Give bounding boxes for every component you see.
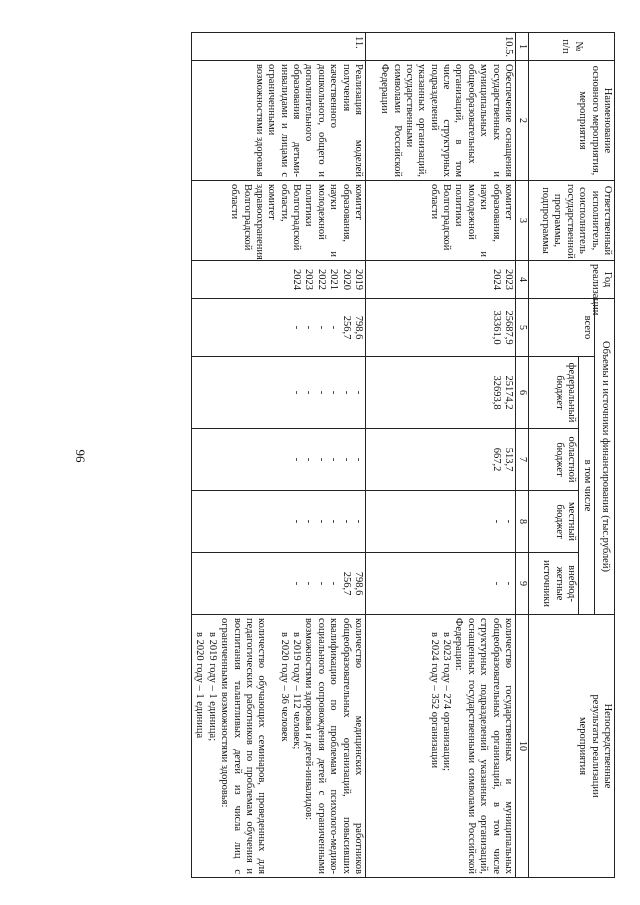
row-extrabudget xyxy=(366,553,516,615)
result-line: количество обучающих семинаров, проведенных для педагогических работников по проблемам обучения и воспитания талантливых детей из числа лиц с ограниченными возможностями здоровья: xyxy=(219,618,268,875)
header-regional-text: областной бюджет xyxy=(553,436,577,483)
result-line: в 2024 году – 352 организации xyxy=(428,632,440,769)
page-number: 96 xyxy=(73,449,88,463)
year: 2020 xyxy=(340,269,352,290)
col-number: 10 xyxy=(516,615,529,878)
col-number: 8 xyxy=(516,491,529,553)
local-value: - xyxy=(328,519,340,524)
total-value: 256,7 xyxy=(340,315,352,340)
regional-value: - xyxy=(328,457,340,462)
total-value: - xyxy=(303,325,315,330)
year: 2022 xyxy=(315,269,327,290)
year: 2021 xyxy=(328,269,340,290)
header-extrabudget xyxy=(529,553,579,615)
result-line: количество медицинских работников общеобразовательных организаций, повысивших квалификацию по проблемам психолого-медико-социального сопровождения детей с ограниченными возможностями здоровья и детей-инвалидов: xyxy=(303,618,364,875)
regional-value: 667,2 xyxy=(490,447,502,472)
federal-value: - xyxy=(328,390,340,395)
result-line: в 2020 году – 36 человек xyxy=(278,632,290,742)
regional-value: - xyxy=(353,457,364,462)
local-value: - xyxy=(340,519,352,524)
year: 2023 xyxy=(303,269,315,290)
header-total: всего xyxy=(529,299,595,357)
result-line: в 2023 году – 274 организации; xyxy=(441,632,453,771)
row-num: 11. xyxy=(192,33,366,61)
federal-value: - xyxy=(340,390,352,395)
row-federal xyxy=(192,357,366,429)
col-number: 6 xyxy=(516,357,529,429)
regional-value: - xyxy=(340,457,352,462)
col-number: 9 xyxy=(516,553,529,615)
row-years xyxy=(192,261,366,299)
row-responsible: комитет образования, науки и молодежной политики Волгоградской области xyxy=(366,181,516,261)
col-number: 7 xyxy=(516,429,529,491)
header-name xyxy=(529,61,615,181)
year: 2024 xyxy=(490,269,502,290)
col-number: 5 xyxy=(516,299,529,357)
result-line: в 2020 году – 1 единица xyxy=(194,632,206,739)
header-results xyxy=(529,615,615,878)
row-local xyxy=(192,491,366,553)
local-value: - xyxy=(303,519,315,524)
header-extrabudget-text: внебюд- жетные источники xyxy=(541,560,577,607)
federal-value: 25174,2 xyxy=(503,375,514,410)
year: 2023 xyxy=(503,269,514,290)
extrabudget-value: - xyxy=(291,581,303,586)
header-regional xyxy=(529,429,579,491)
local-value: - xyxy=(291,519,303,524)
row-local xyxy=(366,491,516,553)
header-federal xyxy=(529,357,579,429)
header-results-text: Непосредственные результаты реализации мероприятия xyxy=(577,694,613,798)
local-value: - xyxy=(353,519,364,524)
row-total xyxy=(366,299,516,357)
year: 2019 xyxy=(353,269,364,290)
column-number-row xyxy=(516,33,529,878)
total-value: - xyxy=(328,325,340,330)
row-regional xyxy=(192,429,366,491)
col-number: 2 xyxy=(516,61,529,181)
row-activity-name: Реализация моделей получения качественного дошкольного, общего и дополнительного образования детьми-инвалидами и лицами с ограниченными возможностями здоровья xyxy=(192,61,366,181)
col-number: 3 xyxy=(516,181,529,261)
header-including: в том числе xyxy=(579,357,595,615)
total-value: 25687,9 xyxy=(503,310,514,345)
extrabudget-value: - xyxy=(490,581,502,586)
total-value: 33361,0 xyxy=(490,310,502,345)
result-line: в 2019 году – 1 единица; xyxy=(206,632,218,742)
program-activities-table xyxy=(191,32,615,878)
header-responsible xyxy=(529,181,615,261)
header-name-text: Наименование основного мероприятия, мероприятия xyxy=(577,65,613,176)
header-year xyxy=(529,261,615,316)
header-responsible-text: Ответственный исполнитель, соисполнитель государственной программы, подпрограммы xyxy=(540,184,613,259)
regional-value: - xyxy=(303,457,315,462)
col-number: 4 xyxy=(516,261,529,299)
federal-value: - xyxy=(291,390,303,395)
header-num-text: № п/п xyxy=(560,39,584,54)
table-row xyxy=(192,33,366,878)
row-responsible: комитет образования, науки и молодежной политики Волгоградской области, комитет здравоохранения Волгоградской области xyxy=(192,181,366,261)
table-row xyxy=(366,33,516,878)
header-funding: Объемы и источники финансирования (тыс.рублей) xyxy=(595,299,615,615)
regional-value: - xyxy=(291,457,303,462)
col-number: 1 xyxy=(516,33,529,61)
federal-value: 32693,8 xyxy=(490,375,502,410)
local-value: - xyxy=(503,519,514,524)
total-value: - xyxy=(315,325,327,330)
row-years xyxy=(366,261,516,299)
extrabudget-value: 256,7 xyxy=(340,571,352,596)
total-value: - xyxy=(291,325,303,330)
local-value: - xyxy=(315,519,327,524)
result-line: в 2019 году – 112 человек; xyxy=(291,632,303,750)
header-num xyxy=(529,33,615,61)
row-federal xyxy=(366,357,516,429)
row-num: 10.5. xyxy=(366,33,516,61)
result-line: количество государственных и муниципальных общеобразовательных организаций, в том числе структурных подразделений указанных организаций, оснащенных государственными символами Российской Федерации: xyxy=(453,618,514,875)
extrabudget-value: - xyxy=(303,581,315,586)
header-local xyxy=(529,491,579,553)
local-value: - xyxy=(490,519,502,524)
extrabudget-value: - xyxy=(503,581,514,586)
header-year-text: Год реализации xyxy=(589,264,613,316)
row-results xyxy=(366,615,516,878)
federal-value: - xyxy=(353,390,364,395)
row-total xyxy=(192,299,366,357)
row-activity-name: Обеспечение оснащения государственных и муниципальных общеобразовательных организаций, в том числе структурных подразделений указанных организаций, государственными символами Российской Федерации xyxy=(366,61,516,181)
year: 2024 xyxy=(291,269,303,290)
extrabudget-value: 798,6 xyxy=(353,571,364,596)
federal-value: - xyxy=(303,390,315,395)
row-extrabudget xyxy=(192,553,366,615)
row-results xyxy=(192,615,366,878)
regional-value: 513,7 xyxy=(503,447,514,472)
extrabudget-value: - xyxy=(315,581,327,586)
rotated-table-container xyxy=(65,32,615,877)
header-federal-text: федеральный бюджет xyxy=(553,362,577,423)
row-regional xyxy=(366,429,516,491)
extrabudget-value: - xyxy=(328,581,340,586)
federal-value: - xyxy=(315,390,327,395)
total-value: 798,6 xyxy=(353,315,364,340)
header-local-text: местный бюджет xyxy=(553,501,577,542)
regional-value: - xyxy=(315,457,327,462)
